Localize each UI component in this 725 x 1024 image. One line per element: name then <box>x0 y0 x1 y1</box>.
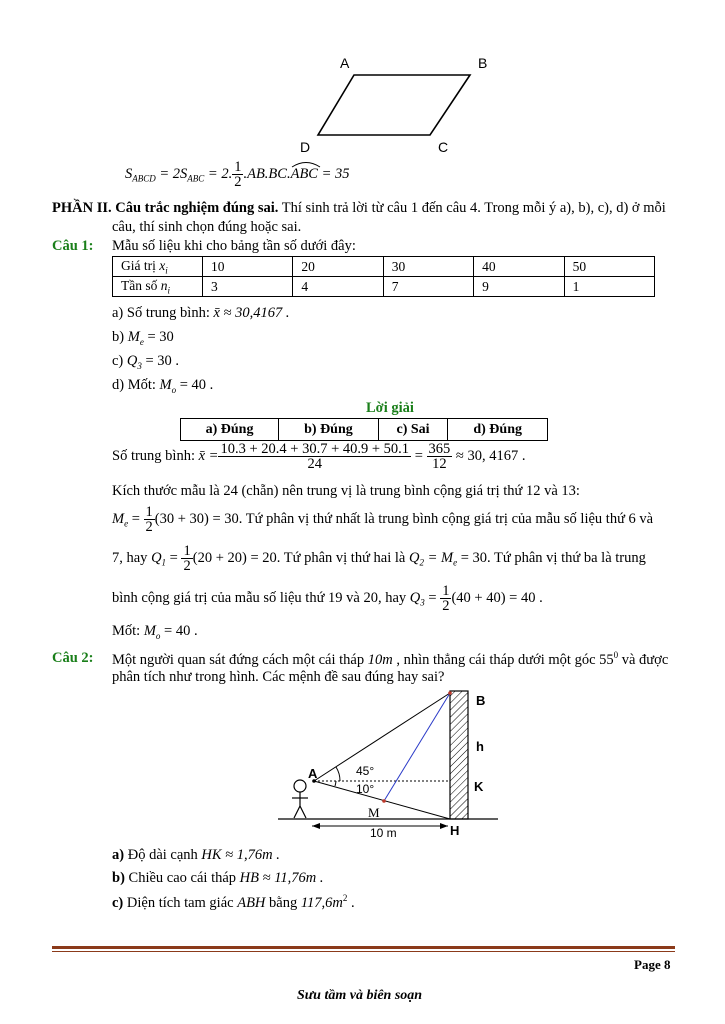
area-s: S <box>125 165 133 182</box>
vertex-b: B <box>478 55 488 71</box>
q2-c-text: Diện tích tam giác <box>123 894 238 911</box>
q2q-sub: 2 <box>419 557 424 568</box>
q1q-eq: = <box>166 549 182 566</box>
mo-lhs: M <box>143 623 156 639</box>
q1-d-text: d) Mốt: <box>112 377 160 393</box>
q1-label: Câu 1: <box>52 238 94 254</box>
area-mid: = 2. <box>204 165 233 182</box>
q1-b-tail: = 30 <box>143 329 174 345</box>
mean-lhs: x̄ = <box>198 447 219 464</box>
area-eq: = 2S <box>155 165 188 182</box>
q1-c-text: c) <box>112 353 127 369</box>
mean-frac <box>218 442 411 471</box>
q2-text1: Một người quan sát đứng cách một cái tháp <box>112 651 368 668</box>
tower-figure <box>270 685 510 845</box>
point-b <box>448 691 452 695</box>
area-angle: ABC <box>290 165 318 182</box>
table-row <box>181 419 548 441</box>
label-k: K <box>474 779 484 794</box>
q1q-text: . Tứ phân vị thứ hai là <box>276 549 409 566</box>
vertex-c: C <box>438 139 449 155</box>
me-sub: e <box>124 518 129 529</box>
q2-text1c: và được <box>618 651 669 668</box>
q1-text: Mẫu số liệu khi cho bảng tần số dưới đây: <box>112 238 356 254</box>
q3q-n: 1 <box>442 583 450 599</box>
q1q-lhs: Q <box>151 549 162 566</box>
table-cell: 20 <box>293 257 383 277</box>
q2-option-a <box>112 847 280 864</box>
q2-c-sup: 2 <box>342 893 348 903</box>
area-sub1: ABCD <box>132 173 156 184</box>
label-distance: 10 m <box>370 826 397 840</box>
area-tail: .AB.BC. <box>243 165 291 182</box>
row1-sub: i <box>165 265 168 276</box>
q2-line1 <box>112 650 668 669</box>
q2-c-text2: bằng <box>265 894 301 911</box>
table-cell: 30 <box>383 257 473 277</box>
area-result: = 35 <box>317 165 350 182</box>
q2-c-math: ABH <box>237 894 266 911</box>
mean-den: 24 <box>307 456 323 472</box>
row1-label: Giá trị <box>121 257 160 273</box>
q1-d-math: M <box>159 377 172 393</box>
q3q-rest: (40 + 40) = 40 . <box>451 589 543 606</box>
q1q-n: 1 <box>183 543 191 559</box>
table-cell: 3 <box>203 277 293 297</box>
table-cell: 10 <box>203 257 293 277</box>
me-eq: = <box>128 510 144 527</box>
vertex-d: D <box>300 139 311 155</box>
footer-rule <box>52 946 675 949</box>
q1-quartile-line <box>112 544 646 573</box>
q2-m1: 10m <box>367 651 393 668</box>
row2-header <box>113 277 203 297</box>
q2q-mid: = M <box>423 549 454 566</box>
arrowhead-right-icon <box>440 823 448 829</box>
q1-b-sub: e <box>139 336 144 347</box>
answer-cell: a) Đúng <box>181 419 279 441</box>
mean-res: ≈ 30, 4167 . <box>452 447 526 464</box>
table-cell: 1 <box>564 277 654 297</box>
q1-b-math: M <box>127 329 140 345</box>
q3q-frac <box>440 584 451 613</box>
area-frac <box>232 160 243 189</box>
q2-b-label: b) <box>112 870 125 886</box>
mo-sub: o <box>155 630 161 641</box>
q2q-tail: = 30 <box>457 549 488 566</box>
angle-hat-icon <box>291 160 321 168</box>
q2-option-b <box>112 870 323 887</box>
table-cell: 40 <box>474 257 564 277</box>
solution-title: Lời giải <box>366 400 414 416</box>
q2-c-val: 117,6m <box>300 894 343 911</box>
q2-m2-sup: 0 <box>613 650 619 660</box>
q2-b-text: Chiều cao cái tháp <box>124 870 240 886</box>
q1-c-tail: = 30 . <box>141 353 180 369</box>
q2-a-label: a) <box>112 847 125 863</box>
q2q-sub2: e <box>453 557 458 568</box>
table-cell: 50 <box>564 257 654 277</box>
q1-c-math: Q <box>126 353 138 369</box>
label-h: H <box>450 823 460 838</box>
vertex-a: A <box>340 55 350 71</box>
q2-option-c <box>112 893 355 912</box>
table-row <box>113 257 655 277</box>
mo-pre: Mốt: <box>112 623 144 639</box>
mean-line <box>112 442 525 471</box>
q2-c-end: . <box>347 894 355 911</box>
observer-icon <box>292 780 308 818</box>
q2-m2: 55 <box>599 651 614 668</box>
label-m: M <box>368 805 380 820</box>
q1-c-sub: 3 <box>137 360 142 371</box>
mo-tail: = 40 . <box>160 623 198 639</box>
label-45: 45° <box>356 764 375 778</box>
q2-a-text: Độ dài cạnh <box>124 847 202 863</box>
label-b: B <box>476 693 486 708</box>
mean-den2: 12 <box>432 456 447 472</box>
q2-label: Câu 2: <box>52 650 94 666</box>
me-lhs: M <box>112 510 125 527</box>
label-10: 10° <box>356 782 375 796</box>
table-row <box>113 277 655 297</box>
me-text: . Tứ phân vị thứ nhất là trung bình cộng giá trị của mẫu số liệu thứ 6 và <box>238 510 654 527</box>
answer-cell: b) Đúng <box>279 419 379 441</box>
part2-text: Thí sinh trả lời từ câu 1 đến câu 4. Trong mỗi ý a), b), c), d) ở mỗi <box>278 200 666 216</box>
row1-var: x <box>159 257 166 273</box>
q1-a-text: a) Số trung bình: <box>112 305 214 321</box>
q1-option-b <box>112 329 174 347</box>
q1-option-a <box>112 305 290 322</box>
q1q-frac <box>181 544 192 573</box>
arrowhead-left-icon <box>312 823 320 829</box>
table-cell: 4 <box>293 277 383 297</box>
q1-d-tail: = 40 . <box>176 377 214 393</box>
q1q-d: 2 <box>183 558 191 574</box>
q3q-lhs: Q <box>409 589 421 606</box>
sol-line1: Kích thước mẫu là 24 (chẵn) nên trung vị là trung bình cộng giá trị thứ 12 và 13: <box>112 483 580 499</box>
answer-table <box>180 418 548 441</box>
q3q-d: 2 <box>442 598 450 614</box>
q2-b-math: HB ≈ 11,76m . <box>239 870 324 886</box>
q3q-eq: = <box>424 589 441 606</box>
label-h-height: h <box>476 739 484 754</box>
me-n: 1 <box>145 504 153 520</box>
mean-label: Số trung bình: <box>112 447 199 464</box>
q2-text1b: , nhìn thẳng cái tháp dưới một góc <box>392 651 600 668</box>
q3-quartile-line <box>112 584 543 613</box>
me-frac <box>144 505 155 534</box>
sight-line-ab <box>314 693 450 781</box>
q1-b-text: b) <box>112 329 128 345</box>
row2-sub: i <box>167 285 171 296</box>
part2-line2: câu, thí sinh chọn đúng hoặc sai. <box>112 219 302 235</box>
me-rest: (30 + 30) = 30 <box>154 510 239 527</box>
point-m <box>382 799 386 803</box>
me-d: 2 <box>145 519 153 535</box>
q3q-pre: bình cộng giá trị của mẫu số liệu thứ 19 và 20, hay <box>112 589 410 606</box>
frequency-table <box>112 256 655 297</box>
answer-cell: d) Đúng <box>448 419 548 441</box>
q2-line2: phân tích như trong hình. Các mệnh đề sau đúng hay sai? <box>112 669 445 685</box>
q1-d-sub: o <box>171 384 177 395</box>
area-sub2: ABC <box>187 173 205 184</box>
row1-header <box>113 257 203 277</box>
footer-credit: Sưu tầm và biên soạn <box>297 988 423 1003</box>
segment-mb <box>384 693 450 801</box>
q1q-sub: 1 <box>161 557 167 568</box>
mean-num: 10.3 + 20.4 + 30.7 + 40.9 + 50.1 <box>220 441 410 457</box>
parallelogram-shape <box>318 75 470 135</box>
q1-option-c <box>112 353 179 371</box>
q1q-pre: 7, hay <box>112 549 152 566</box>
table-cell: 9 <box>474 277 564 297</box>
sight-line-ah <box>314 781 450 819</box>
q1-option-d <box>112 377 213 395</box>
q2q-math: Q <box>409 549 420 566</box>
median-line <box>112 505 653 534</box>
angle-abc <box>291 166 318 182</box>
area-frac-d: 2 <box>234 174 242 190</box>
answer-cell: c) Sai <box>378 419 448 441</box>
mean-num2: 365 <box>428 441 451 457</box>
row2-label: Tần số <box>121 277 161 293</box>
area-frac-n: 1 <box>234 159 242 175</box>
tower-rect <box>450 691 468 819</box>
page-number: Page 8 <box>634 957 671 972</box>
footer-rule-thin <box>52 951 675 952</box>
row2-var: n <box>160 277 168 293</box>
q2-a-math: HK ≈ 1,76m . <box>201 847 280 863</box>
table-cell: 7 <box>383 277 473 297</box>
angle-10-arc <box>335 781 336 786</box>
q1q-rest: (20 + 20) = 20 <box>192 549 277 566</box>
q3q-sub: 3 <box>420 597 425 608</box>
mode-line <box>112 623 198 641</box>
q2q-text: . Tứ phân vị thứ ba là trung <box>487 549 646 566</box>
label-a: A <box>308 766 318 781</box>
area-formula <box>125 160 350 189</box>
angle-45-arc <box>336 767 340 781</box>
q2-c-label: c) <box>112 894 124 911</box>
parallelogram-figure <box>290 48 510 158</box>
q1-a-math: x̄ ≈ 30,4167 . <box>213 305 290 321</box>
mean-eq: = <box>411 447 427 464</box>
mean-frac2 <box>427 442 453 471</box>
part2-line1 <box>52 200 666 217</box>
part2-title: PHẦN II. Câu trắc nghiệm đúng sai. <box>52 200 279 216</box>
